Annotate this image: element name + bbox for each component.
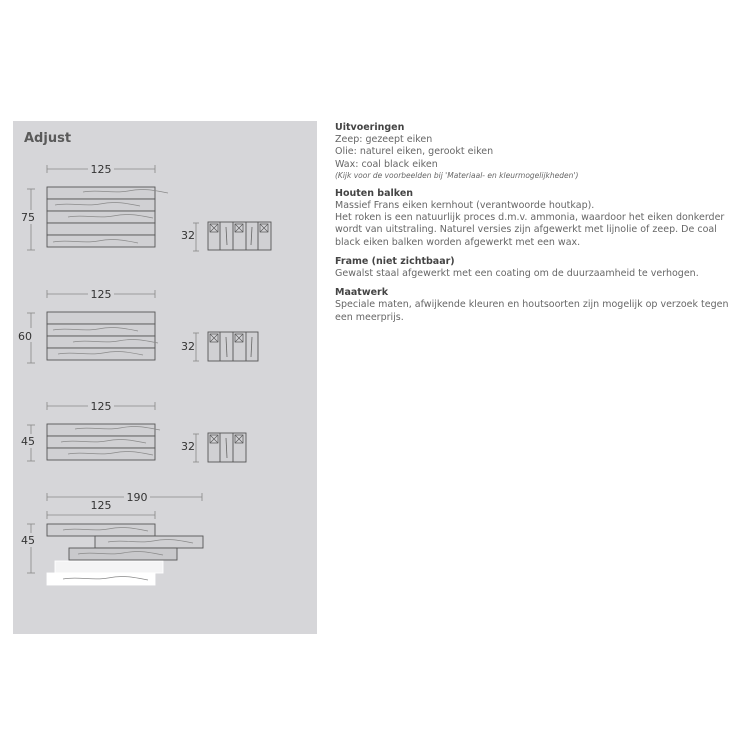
height-label-2: 60 [18,330,32,343]
beam-stack-1 [47,187,168,247]
variant-4 [18,490,203,585]
width-label-2: 125 [90,288,112,301]
beam-stack-2 [47,312,158,360]
section-line: Zeep: gezeept eiken [335,134,433,146]
section-maatwerk [335,287,733,324]
section-line: Gewalst staal afgewerkt met een coating om de duurzaamheid te verhogen. [335,268,699,280]
panel-title: Adjust [24,131,72,146]
width-dimension-2 [47,287,155,301]
width-label-4: 125 [90,499,112,512]
width-dimension-1 [47,162,155,176]
section-label-3: 32 [181,440,195,453]
height-dimension-2 [15,313,39,363]
section-heading: Frame (niet zichtbaar) [335,255,455,267]
dimension-diagram-panel [13,121,317,634]
dimension-diagram [13,121,317,634]
height-label-3: 45 [21,435,35,448]
section-line: Massief Frans eiken kernhout (verantwoorde houtkap). [335,200,595,212]
variant-1 [19,162,271,251]
variant-3 [18,399,246,462]
section-label-1: 32 [181,229,195,242]
height-dimension-4 [18,524,42,573]
info-column [335,122,733,331]
height-dimension-3 [18,425,42,461]
section-note: (Kijk voor de voorbeelden bij 'Materiaal- en kleurmogelijkheden') [335,170,579,180]
height-label-1: 75 [21,211,35,224]
cross-section-3 [208,433,246,462]
cross-section-1 [208,222,271,250]
section-houten-balken [335,188,733,249]
outer-width-label-4: 190 [126,491,148,504]
section-heading: Houten balken [335,187,414,199]
section-dimension-2 [181,333,199,361]
section-heading: Maatwerk [335,287,389,299]
outer-width-dimension-4 [47,490,202,504]
width-label-1: 125 [90,163,112,176]
width-label-3: 125 [90,400,112,413]
cross-section-2 [208,332,258,361]
section-line: Speciale maten, afwijkende kleuren en houtsoorten zijn mogelijk op verzoek tegen een meerprijs. [335,299,729,323]
width-dimension-3 [47,399,155,413]
height-label-4: 45 [21,534,35,547]
section-frame [335,256,733,280]
section-dimension-3 [181,434,199,462]
variant-2 [15,287,258,363]
section-line: Olie: naturel eiken, gerookt eiken [335,146,494,158]
height-dimension-1 [19,189,43,250]
section-uitvoeringen [335,122,733,181]
section-dimension-1 [181,223,199,251]
section-line: Het roken is een natuurlijk proces d.m.v. ammonia, waardoor het eiken donkerder wordt van uitstraling. Naturel versies zijn afgewerkt met lijnolie of zeep. De coal black eiken balken worden afgewerkt met een wax. [335,212,725,248]
section-line: Wax: coal black eiken [335,158,438,170]
section-heading: Uitvoeringen [335,122,405,133]
staggered-beams-4 [47,524,203,585]
beam-stack-3 [47,424,160,460]
section-label-2: 32 [181,340,195,353]
